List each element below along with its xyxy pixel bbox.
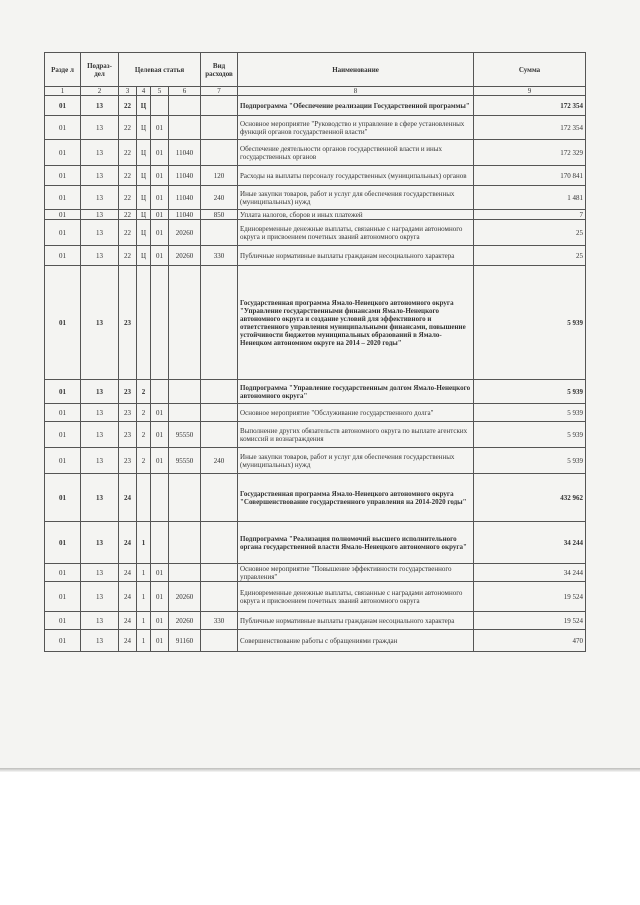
header-summa: Сумма xyxy=(474,53,586,87)
header-naimenovanie: Наименование xyxy=(238,53,474,87)
colnum: 9 xyxy=(474,87,586,96)
summa-cell: 19 524 xyxy=(474,612,586,630)
header-row xyxy=(45,53,586,87)
razdel-cell: 01 xyxy=(45,220,81,246)
summa-cell: 25 xyxy=(474,246,586,266)
summa-cell: 5 939 xyxy=(474,448,586,474)
celevaya-d-cell: 95550 xyxy=(169,422,201,448)
table-row xyxy=(45,220,586,246)
celevaya-c-cell: 01 xyxy=(151,116,169,140)
vid-rashodov-cell xyxy=(201,630,238,652)
podrazdel-cell: 13 xyxy=(81,630,119,652)
vid-rashodov-cell xyxy=(201,116,238,140)
celevaya-b-cell: 2 xyxy=(137,448,151,474)
celevaya-a-cell: 22 xyxy=(119,140,137,166)
celevaya-b-cell: Ц xyxy=(137,246,151,266)
razdel-cell: 01 xyxy=(45,116,81,140)
naimenovanie-cell: Иные закупки товаров, работ и услуг для обеспечения государственных (муниципальных) нужд xyxy=(238,186,474,210)
razdel-cell: 01 xyxy=(45,186,81,210)
vid-rashodov-cell xyxy=(201,404,238,422)
celevaya-d-cell: 11040 xyxy=(169,210,201,220)
vid-rashodov-cell xyxy=(201,220,238,246)
podrazdel-cell: 13 xyxy=(81,266,119,380)
celevaya-c-cell: 01 xyxy=(151,210,169,220)
table-row xyxy=(45,448,586,474)
celevaya-c-cell: 01 xyxy=(151,166,169,186)
celevaya-d-cell: 20260 xyxy=(169,220,201,246)
colnum: 2 xyxy=(81,87,119,96)
vid-rashodov-cell: 120 xyxy=(201,166,238,186)
celevaya-a-cell: 23 xyxy=(119,404,137,422)
naimenovanie-cell: Подпрограмма "Управление государственным долгом Ямало-Ненецкого автономного округа" xyxy=(238,380,474,404)
colnum: 6 xyxy=(169,87,201,96)
table-body xyxy=(45,96,586,652)
celevaya-a-cell: 24 xyxy=(119,522,137,564)
summa-cell: 172 354 xyxy=(474,96,586,116)
summa-cell: 1 481 xyxy=(474,186,586,210)
razdel-cell: 01 xyxy=(45,630,81,652)
naimenovanie-cell: Подпрограмма "Обеспечение реализации Государственной программы" xyxy=(238,96,474,116)
vid-rashodov-cell: 240 xyxy=(201,186,238,210)
celevaya-a-cell: 22 xyxy=(119,220,137,246)
celevaya-d-cell xyxy=(169,404,201,422)
podrazdel-cell: 13 xyxy=(81,380,119,404)
naimenovanie-cell: Иные закупки товаров, работ и услуг для обеспечения государственных (муниципальных) нужд xyxy=(238,448,474,474)
column-number-row xyxy=(45,87,586,96)
header-celevaya-statya: Целевая статья xyxy=(119,53,201,87)
summa-cell: 432 962 xyxy=(474,474,586,522)
table-row xyxy=(45,380,586,404)
razdel-cell: 01 xyxy=(45,96,81,116)
celevaya-d-cell xyxy=(169,380,201,404)
vid-rashodov-cell xyxy=(201,564,238,582)
header-podrazdel: Подраз- дел xyxy=(81,53,119,87)
table-row xyxy=(45,166,586,186)
colnum: 5 xyxy=(151,87,169,96)
summa-cell: 7 xyxy=(474,210,586,220)
celevaya-a-cell: 24 xyxy=(119,474,137,522)
celevaya-d-cell: 20260 xyxy=(169,612,201,630)
celevaya-c-cell: 01 xyxy=(151,564,169,582)
celevaya-b-cell: 2 xyxy=(137,422,151,448)
summa-cell: 170 841 xyxy=(474,166,586,186)
celevaya-a-cell: 23 xyxy=(119,380,137,404)
celevaya-b-cell: Ц xyxy=(137,220,151,246)
razdel-cell: 01 xyxy=(45,246,81,266)
celevaya-b-cell: Ц xyxy=(137,96,151,116)
celevaya-b-cell xyxy=(137,474,151,522)
table-row xyxy=(45,630,586,652)
celevaya-b-cell: Ц xyxy=(137,210,151,220)
vid-rashodov-cell: 330 xyxy=(201,246,238,266)
podrazdel-cell: 13 xyxy=(81,474,119,522)
celevaya-a-cell: 24 xyxy=(119,612,137,630)
podrazdel-cell: 13 xyxy=(81,166,119,186)
razdel-cell: 01 xyxy=(45,582,81,612)
celevaya-c-cell: 01 xyxy=(151,220,169,246)
table-row xyxy=(45,474,586,522)
razdel-cell: 01 xyxy=(45,612,81,630)
table-row xyxy=(45,422,586,448)
naimenovanie-cell: Обеспечение деятельности органов государственной власти и иных государственных органов xyxy=(238,140,474,166)
celevaya-d-cell: 11040 xyxy=(169,166,201,186)
celevaya-d-cell: 11040 xyxy=(169,186,201,210)
summa-cell: 470 xyxy=(474,630,586,652)
celevaya-b-cell: Ц xyxy=(137,166,151,186)
celevaya-c-cell xyxy=(151,380,169,404)
colnum: 1 xyxy=(45,87,81,96)
celevaya-b-cell: 2 xyxy=(137,380,151,404)
podrazdel-cell: 13 xyxy=(81,220,119,246)
summa-cell: 172 354 xyxy=(474,116,586,140)
razdel-cell: 01 xyxy=(45,474,81,522)
celevaya-c-cell xyxy=(151,474,169,522)
table-row xyxy=(45,522,586,564)
celevaya-c-cell xyxy=(151,266,169,380)
celevaya-d-cell xyxy=(169,116,201,140)
colnum: 4 xyxy=(137,87,151,96)
celevaya-d-cell xyxy=(169,474,201,522)
celevaya-a-cell: 22 xyxy=(119,246,137,266)
vid-rashodov-cell xyxy=(201,380,238,404)
podrazdel-cell: 13 xyxy=(81,246,119,266)
celevaya-c-cell: 01 xyxy=(151,140,169,166)
celevaya-d-cell: 11040 xyxy=(169,140,201,166)
summa-cell: 25 xyxy=(474,220,586,246)
summa-cell: 5 939 xyxy=(474,422,586,448)
razdel-cell: 01 xyxy=(45,422,81,448)
celevaya-b-cell: 1 xyxy=(137,564,151,582)
table-row xyxy=(45,116,586,140)
budget-table xyxy=(44,52,586,652)
naimenovanie-cell: Публичные нормативные выплаты гражданам несоциального характера xyxy=(238,612,474,630)
header-razdel: Разде л xyxy=(45,53,81,87)
razdel-cell: 01 xyxy=(45,522,81,564)
podrazdel-cell: 13 xyxy=(81,564,119,582)
celevaya-a-cell: 23 xyxy=(119,266,137,380)
razdel-cell: 01 xyxy=(45,564,81,582)
celevaya-b-cell: 1 xyxy=(137,582,151,612)
naimenovanie-cell: Основное мероприятие "Обслуживание государственного долга" xyxy=(238,404,474,422)
razdel-cell: 01 xyxy=(45,380,81,404)
celevaya-d-cell: 91160 xyxy=(169,630,201,652)
podrazdel-cell: 13 xyxy=(81,96,119,116)
podrazdel-cell: 13 xyxy=(81,612,119,630)
header-vid-rashodov: Вид расходов xyxy=(201,53,238,87)
podrazdel-cell: 13 xyxy=(81,582,119,612)
vid-rashodov-cell xyxy=(201,522,238,564)
naimenovanie-cell: Основное мероприятие "Повышение эффективности государственного управления" xyxy=(238,564,474,582)
celevaya-c-cell: 01 xyxy=(151,186,169,210)
celevaya-c-cell: 01 xyxy=(151,246,169,266)
celevaya-d-cell xyxy=(169,266,201,380)
vid-rashodov-cell xyxy=(201,96,238,116)
celevaya-a-cell: 22 xyxy=(119,210,137,220)
celevaya-b-cell: Ц xyxy=(137,140,151,166)
table-row xyxy=(45,210,586,220)
celevaya-d-cell: 95550 xyxy=(169,448,201,474)
celevaya-c-cell: 01 xyxy=(151,404,169,422)
summa-cell: 34 244 xyxy=(474,522,586,564)
naimenovanie-cell: Публичные нормативные выплаты гражданам несоциального характера xyxy=(238,246,474,266)
celevaya-c-cell: 01 xyxy=(151,582,169,612)
table-row xyxy=(45,96,586,116)
celevaya-b-cell: 1 xyxy=(137,630,151,652)
naimenovanie-cell: Единовременные денежные выплаты, связанные с наградами автономного округа и присвоением почетных званий автономного округа xyxy=(238,582,474,612)
colnum: 8 xyxy=(238,87,474,96)
podrazdel-cell: 13 xyxy=(81,210,119,220)
celevaya-b-cell: 1 xyxy=(137,522,151,564)
razdel-cell: 01 xyxy=(45,140,81,166)
table-row xyxy=(45,140,586,166)
razdel-cell: 01 xyxy=(45,404,81,422)
celevaya-c-cell: 01 xyxy=(151,448,169,474)
colnum: 7 xyxy=(201,87,238,96)
colnum: 3 xyxy=(119,87,137,96)
vid-rashodov-cell: 850 xyxy=(201,210,238,220)
podrazdel-cell: 13 xyxy=(81,404,119,422)
table-row xyxy=(45,404,586,422)
table-row xyxy=(45,582,586,612)
podrazdel-cell: 13 xyxy=(81,116,119,140)
celevaya-a-cell: 22 xyxy=(119,116,137,140)
celevaya-d-cell xyxy=(169,522,201,564)
naimenovanie-cell: Основное мероприятие "Руководство и управление в сфере установленных функций органов государственной власти" xyxy=(238,116,474,140)
naimenovanie-cell: Подпрограмма "Реализация полномочий высшего исполнительного органа государственной власти Ямало-Ненецкого автономного округа" xyxy=(238,522,474,564)
summa-cell: 5 939 xyxy=(474,404,586,422)
podrazdel-cell: 13 xyxy=(81,522,119,564)
celevaya-b-cell xyxy=(137,266,151,380)
vid-rashodov-cell xyxy=(201,140,238,166)
celevaya-b-cell: Ц xyxy=(137,116,151,140)
vid-rashodov-cell xyxy=(201,582,238,612)
table-row xyxy=(45,246,586,266)
podrazdel-cell: 13 xyxy=(81,186,119,210)
celevaya-d-cell xyxy=(169,564,201,582)
table-row xyxy=(45,186,586,210)
vid-rashodov-cell: 330 xyxy=(201,612,238,630)
table-row xyxy=(45,612,586,630)
razdel-cell: 01 xyxy=(45,448,81,474)
vid-rashodov-cell xyxy=(201,266,238,380)
celevaya-a-cell: 22 xyxy=(119,166,137,186)
naimenovanie-cell: Выполнение других обязательств автономного округа по выплате агентских комиссий и вознаграждения xyxy=(238,422,474,448)
celevaya-a-cell: 24 xyxy=(119,582,137,612)
naimenovanie-cell: Единовременные денежные выплаты, связанные с наградами автономного округа и присвоением почетных званий автономного округа xyxy=(238,220,474,246)
celevaya-b-cell: Ц xyxy=(137,186,151,210)
razdel-cell: 01 xyxy=(45,166,81,186)
vid-rashodov-cell xyxy=(201,474,238,522)
celevaya-a-cell: 22 xyxy=(119,96,137,116)
summa-cell: 5 939 xyxy=(474,266,586,380)
table-row xyxy=(45,564,586,582)
celevaya-a-cell: 24 xyxy=(119,630,137,652)
summa-cell: 5 939 xyxy=(474,380,586,404)
celevaya-c-cell: 01 xyxy=(151,630,169,652)
summa-cell: 34 244 xyxy=(474,564,586,582)
celevaya-c-cell: 01 xyxy=(151,612,169,630)
summa-cell: 172 329 xyxy=(474,140,586,166)
celevaya-a-cell: 24 xyxy=(119,564,137,582)
celevaya-c-cell xyxy=(151,96,169,116)
naimenovanie-cell: Государственная программа Ямало-Ненецкого автономного округа "Управление государственными финансами Ямало-Ненецкого автономного округа и создание условий для эффективного и ответственного управления муниципальными финансами, повышение устойчивости бюджетов муниципальных образований в Ямало-Ненецком автономном округе на 2014 – 2020 годы" xyxy=(238,266,474,380)
table-row xyxy=(45,266,586,380)
celevaya-c-cell xyxy=(151,522,169,564)
razdel-cell: 01 xyxy=(45,266,81,380)
summa-cell: 19 524 xyxy=(474,582,586,612)
celevaya-b-cell: 1 xyxy=(137,612,151,630)
vid-rashodov-cell xyxy=(201,422,238,448)
celevaya-a-cell: 23 xyxy=(119,448,137,474)
naimenovanie-cell: Расходы на выплаты персоналу государственных (муниципальных) органов xyxy=(238,166,474,186)
razdel-cell: 01 xyxy=(45,210,81,220)
vid-rashodov-cell: 240 xyxy=(201,448,238,474)
page-edge xyxy=(0,768,640,772)
celevaya-a-cell: 23 xyxy=(119,422,137,448)
podrazdel-cell: 13 xyxy=(81,422,119,448)
naimenovanie-cell: Государственная программа Ямало-Ненецкого автономного округа "Совершенствование государственного управления на 2014-2020 годы" xyxy=(238,474,474,522)
podrazdel-cell: 13 xyxy=(81,448,119,474)
naimenovanie-cell: Совершенствование работы с обращениями граждан xyxy=(238,630,474,652)
podrazdel-cell: 13 xyxy=(81,140,119,166)
celevaya-a-cell: 22 xyxy=(119,186,137,210)
celevaya-d-cell: 20260 xyxy=(169,582,201,612)
celevaya-d-cell xyxy=(169,96,201,116)
celevaya-c-cell: 01 xyxy=(151,422,169,448)
celevaya-b-cell: 2 xyxy=(137,404,151,422)
naimenovanie-cell: Уплата налогов, сборов и иных платежей xyxy=(238,210,474,220)
celevaya-d-cell: 20260 xyxy=(169,246,201,266)
